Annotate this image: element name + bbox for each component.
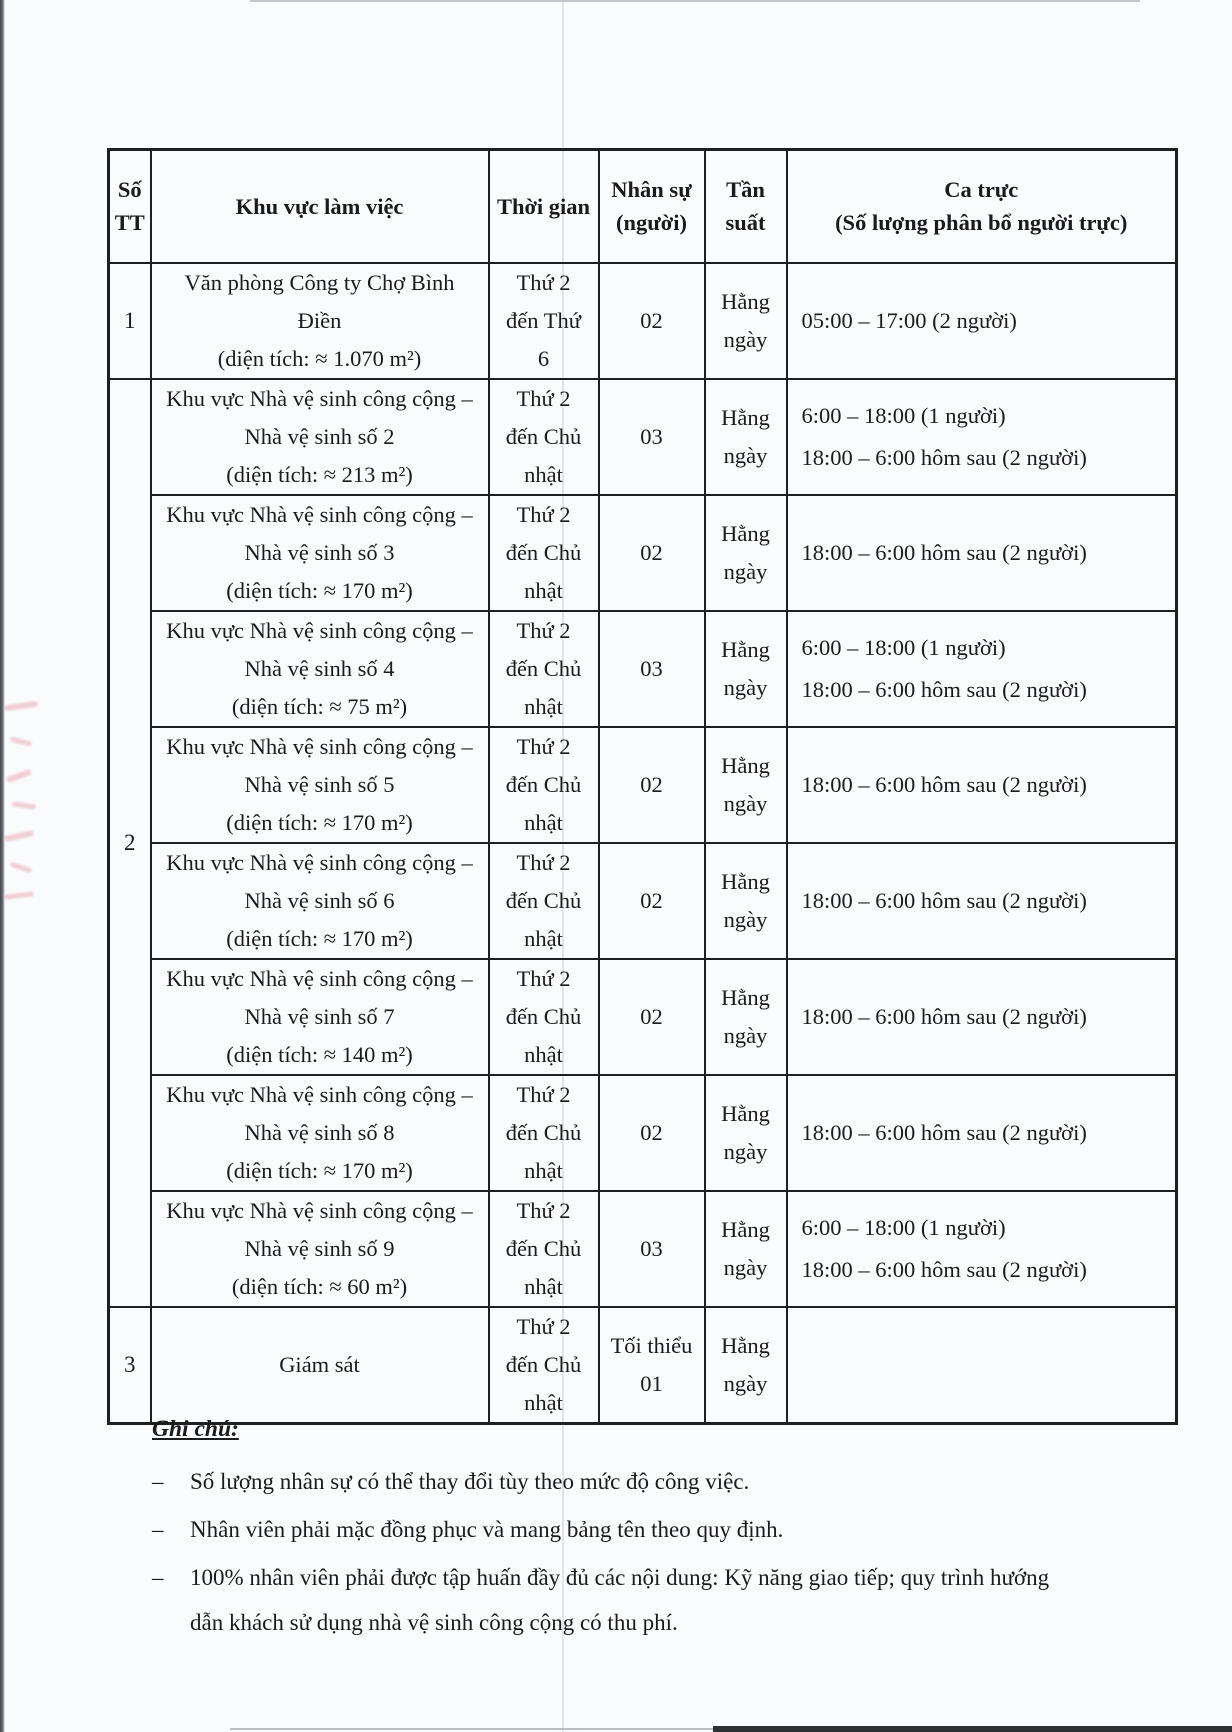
work-area-cell bbox=[151, 727, 489, 843]
table-row bbox=[109, 379, 1177, 495]
work-area-name: Khu vực Nhà vệ sinh công cộng – Nhà vệ sinh số 6 bbox=[166, 849, 473, 913]
time-cell: Thứ 2 đến Chủ nhật bbox=[489, 379, 599, 495]
stamp-mark bbox=[6, 769, 32, 784]
table-row bbox=[109, 959, 1177, 1075]
time-cell: Thứ 2 đến Chủ nhật bbox=[489, 1075, 599, 1191]
work-area-cell bbox=[151, 1191, 489, 1307]
notes-title: Ghi chú: bbox=[152, 1416, 239, 1442]
shift-cell bbox=[787, 379, 1177, 495]
work-area-size: (diện tích: ≈ 60 m²) bbox=[231, 1273, 408, 1299]
stamp-mark bbox=[10, 862, 32, 874]
row-number: 3 bbox=[109, 1307, 151, 1424]
header-shift-line2: (Số lượng phân bổ người trực) bbox=[835, 210, 1128, 236]
table-row bbox=[109, 263, 1177, 379]
staff-cell: 02 bbox=[599, 959, 705, 1075]
table-row bbox=[109, 1075, 1177, 1191]
stamp-mark bbox=[4, 891, 34, 899]
table-row bbox=[109, 611, 1177, 727]
time-cell: Thứ 2 đến Chủ nhật bbox=[489, 1307, 599, 1424]
stamp-mark bbox=[12, 801, 36, 809]
header-freq: Tần suất bbox=[705, 150, 787, 263]
shift-line: 6:00 – 18:00 (1 người) bbox=[801, 402, 1006, 428]
work-area-cell bbox=[151, 959, 489, 1075]
table-row bbox=[109, 843, 1177, 959]
table-row bbox=[109, 495, 1177, 611]
frequency-cell: Hằng ngày bbox=[705, 611, 787, 727]
table-row bbox=[109, 727, 1177, 843]
time-cell: Thứ 2 đến Chủ nhật bbox=[489, 495, 599, 611]
shift-cell bbox=[787, 611, 1177, 727]
time-cell: Thứ 2 đến Chủ nhật bbox=[489, 959, 599, 1075]
work-area-name: Khu vực Nhà vệ sinh công cộng – Nhà vệ sinh số 3 bbox=[166, 501, 473, 565]
work-area-name: Văn phòng Công ty Chợ Bình Điền bbox=[184, 269, 455, 333]
shift-cell-empty bbox=[787, 1307, 1177, 1424]
shift-cell bbox=[787, 959, 1177, 1075]
scan-top-smudge bbox=[250, 0, 1140, 2]
shift-line: 05:00 – 17:00 (2 người) bbox=[801, 307, 1017, 333]
work-area-size: (diện tích: ≈ 170 m²) bbox=[226, 809, 413, 835]
frequency-cell: Hằng ngày bbox=[705, 1307, 787, 1424]
table-header-row bbox=[109, 150, 1177, 263]
note-bullet-dash: – bbox=[152, 1517, 164, 1542]
staff-cell: 03 bbox=[599, 1191, 705, 1307]
note-text: Số lượng nhân sự có thể thay đổi tùy theo mức độ công việc. bbox=[190, 1469, 750, 1494]
frequency-cell: Hằng ngày bbox=[705, 727, 787, 843]
header-staff bbox=[599, 150, 705, 263]
note-bullet-dash: – bbox=[152, 1565, 164, 1590]
time-cell: Thứ 2 đến Thứ 6 bbox=[489, 263, 599, 379]
staff-cell: 02 bbox=[599, 843, 705, 959]
note-item bbox=[152, 1459, 1074, 1504]
stamp-mark bbox=[4, 701, 39, 712]
shift-cell bbox=[787, 263, 1177, 379]
work-area-cell bbox=[151, 611, 489, 727]
staff-cell: 02 bbox=[599, 495, 705, 611]
shift-line: 18:00 – 6:00 hôm sau (2 người) bbox=[801, 444, 1087, 470]
note-item bbox=[152, 1507, 1074, 1552]
work-area-size: (diện tích: ≈ 140 m²) bbox=[226, 1041, 413, 1067]
work-area-name: Khu vực Nhà vệ sinh công cộng – Nhà vệ sinh số 7 bbox=[166, 965, 473, 1029]
work-area-cell bbox=[151, 495, 489, 611]
shift-line: 18:00 – 6:00 hôm sau (2 người) bbox=[801, 1003, 1087, 1029]
shift-line: 18:00 – 6:00 hôm sau (2 người) bbox=[801, 771, 1087, 797]
header-shift bbox=[787, 150, 1177, 263]
header-staff-line2: (người) bbox=[616, 210, 687, 236]
stamp-mark bbox=[10, 736, 33, 746]
shift-line: 6:00 – 18:00 (1 người) bbox=[801, 1214, 1006, 1240]
shift-line: 18:00 – 6:00 hôm sau (2 người) bbox=[801, 887, 1087, 913]
work-area-name: Khu vực Nhà vệ sinh công cộng – Nhà vệ sinh số 9 bbox=[166, 1197, 473, 1261]
red-stamp-bleed-through bbox=[0, 695, 52, 910]
work-area-cell bbox=[151, 843, 489, 959]
time-cell: Thứ 2 đến Chủ nhật bbox=[489, 727, 599, 843]
time-cell: Thứ 2 đến Chủ nhật bbox=[489, 1191, 599, 1307]
time-cell: Thứ 2 đến Chủ nhật bbox=[489, 611, 599, 727]
header-shift-line1: Ca trực bbox=[944, 177, 1019, 203]
frequency-cell: Hằng ngày bbox=[705, 379, 787, 495]
work-area-name: Khu vực Nhà vệ sinh công cộng – Nhà vệ sinh số 4 bbox=[166, 617, 473, 681]
frequency-cell: Hằng ngày bbox=[705, 959, 787, 1075]
work-area-size: (diện tích: ≈ 170 m²) bbox=[226, 577, 413, 603]
note-bullet-dash: – bbox=[152, 1469, 164, 1494]
work-area-cell bbox=[151, 379, 489, 495]
shift-cell bbox=[787, 495, 1177, 611]
frequency-cell: Hằng ngày bbox=[705, 1191, 787, 1307]
duty-schedule-table bbox=[107, 148, 1178, 1425]
work-area-size: (diện tích: ≈ 170 m²) bbox=[226, 1157, 413, 1183]
shift-line: 18:00 – 6:00 hôm sau (2 người) bbox=[801, 1119, 1087, 1145]
scan-bottom-faint-line bbox=[230, 1728, 715, 1730]
staff-cell: 02 bbox=[599, 1075, 705, 1191]
staff-cell: 03 bbox=[599, 379, 705, 495]
frequency-cell: Hằng ngày bbox=[705, 843, 787, 959]
notes-section bbox=[152, 1416, 1074, 1645]
table-row bbox=[109, 1307, 1177, 1424]
frequency-cell: Hằng ngày bbox=[705, 1075, 787, 1191]
table-row bbox=[109, 1191, 1177, 1307]
work-area-size: (diện tích: ≈ 213 m²) bbox=[226, 461, 413, 487]
work-area-name: Khu vực Nhà vệ sinh công cộng – Nhà vệ sinh số 8 bbox=[166, 1081, 473, 1145]
frequency-cell: Hằng ngày bbox=[705, 495, 787, 611]
work-area-cell bbox=[151, 1075, 489, 1191]
note-text: 100% nhân viên phải được tập huấn đầy đủ các nội dung: Kỹ năng giao tiếp; quy trình hướng dẫn khách sử dụng nhà vệ sinh công cộng có thu phí. bbox=[190, 1565, 1050, 1635]
work-area-size: (diện tích: ≈ 75 m²) bbox=[231, 693, 408, 719]
work-area-name: Khu vực Nhà vệ sinh công cộng – Nhà vệ sinh số 2 bbox=[166, 385, 473, 449]
staff-cell: Tối thiểu 01 bbox=[599, 1307, 705, 1424]
header-staff-line1: Nhân sự bbox=[611, 177, 692, 203]
work-area-name: Khu vực Nhà vệ sinh công cộng – Nhà vệ sinh số 5 bbox=[166, 733, 473, 797]
work-area-cell bbox=[151, 1307, 489, 1424]
shift-line: 18:00 – 6:00 hôm sau (2 người) bbox=[801, 676, 1087, 702]
scan-bottom-dark-bar bbox=[713, 1726, 1232, 1732]
shift-cell bbox=[787, 843, 1177, 959]
work-area-cell bbox=[151, 263, 489, 379]
work-area-name: Giám sát bbox=[279, 1351, 360, 1377]
stamp-mark bbox=[4, 830, 35, 842]
shift-line: 6:00 – 18:00 (1 người) bbox=[801, 634, 1006, 660]
shift-line: 18:00 – 6:00 hôm sau (2 người) bbox=[801, 1256, 1087, 1282]
work-area-size: (diện tích: ≈ 170 m²) bbox=[226, 925, 413, 951]
note-item bbox=[152, 1555, 1074, 1645]
row-number: 1 bbox=[109, 263, 151, 379]
staff-cell: 02 bbox=[599, 727, 705, 843]
row-number-group: 2 bbox=[109, 379, 151, 1307]
shift-cell bbox=[787, 727, 1177, 843]
shift-line: 18:00 – 6:00 hôm sau (2 người) bbox=[801, 539, 1087, 565]
staff-cell: 02 bbox=[599, 263, 705, 379]
header-area: Khu vực làm việc bbox=[151, 150, 489, 263]
note-text: Nhân viên phải mặc đồng phục và mang bảng tên theo quy định. bbox=[190, 1517, 784, 1542]
shift-cell bbox=[787, 1075, 1177, 1191]
staff-cell: 03 bbox=[599, 611, 705, 727]
work-area-size: (diện tích: ≈ 1.070 m²) bbox=[217, 345, 422, 371]
time-cell: Thứ 2 đến Chủ nhật bbox=[489, 843, 599, 959]
shift-cell bbox=[787, 1191, 1177, 1307]
header-stt: Số TT bbox=[109, 150, 151, 263]
header-time: Thời gian bbox=[489, 150, 599, 263]
frequency-cell: Hằng ngày bbox=[705, 263, 787, 379]
